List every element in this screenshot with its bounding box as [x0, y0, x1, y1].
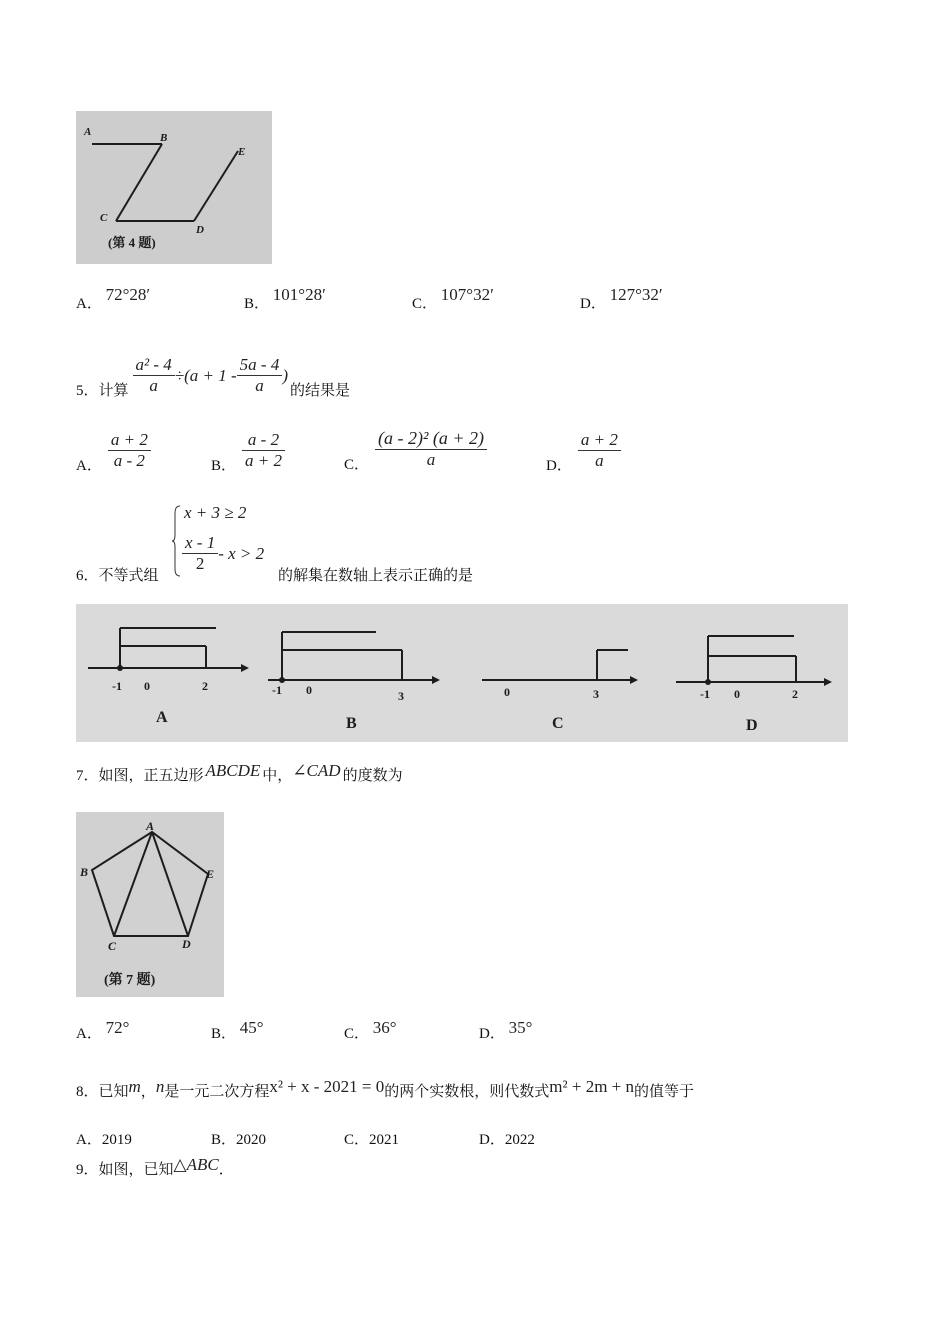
- q7-text: 中，: [262, 768, 293, 784]
- q7-option-c[interactable]: [344, 1018, 397, 1043]
- tick-label: -1: [112, 679, 122, 693]
- tick-label: 2: [792, 687, 798, 701]
- q5-stem: [76, 346, 350, 402]
- q9-triangle: △ABC: [173, 1155, 219, 1174]
- option-value: 2020: [236, 1132, 267, 1148]
- q4-figure-caption: (第 4 题): [108, 235, 156, 250]
- q7-option-d[interactable]: [479, 1018, 533, 1043]
- option-label: C．: [344, 1026, 370, 1042]
- option-fraction: [375, 428, 487, 470]
- q8-option-d[interactable]: [479, 1128, 535, 1149]
- q6-panel-c[interactable]: [482, 650, 638, 732]
- q7-figure-caption: (第 7 题): [104, 973, 156, 988]
- option-label: C．: [344, 1132, 370, 1148]
- q7-stem: [76, 761, 403, 785]
- q5-expression: [133, 355, 288, 396]
- q7-point-E: E: [206, 867, 215, 881]
- q9-text: 9．如图，已知: [76, 1162, 174, 1178]
- option-label: C．: [344, 457, 370, 473]
- fraction-denominator: a + 2: [242, 450, 285, 471]
- option-label: A．: [76, 1132, 102, 1148]
- option-value: 36°: [372, 1018, 397, 1037]
- fraction-denominator: a: [133, 375, 175, 396]
- q8-option-a[interactable]: [76, 1128, 132, 1149]
- fraction-numerator: 5a - 4: [239, 355, 280, 374]
- q7-point-D: D: [182, 937, 191, 951]
- option-label: C．: [412, 296, 438, 312]
- q7-text: 7．如图，正五边形: [76, 768, 204, 784]
- q4-option-c[interactable]: [412, 285, 494, 313]
- option-label: B．: [211, 1132, 237, 1148]
- panel-label: B: [346, 715, 357, 732]
- fraction-numerator: a - 2: [247, 430, 280, 449]
- option-label: A．: [76, 1026, 102, 1042]
- option-label: A．: [76, 458, 102, 474]
- q5-option-b[interactable]: [211, 430, 285, 475]
- panel-label: A: [156, 709, 168, 726]
- q4-figure: [76, 111, 272, 264]
- q8-stem: [76, 1077, 695, 1101]
- q8-equation: x² + x - 2021 = 0: [269, 1077, 385, 1096]
- q8-var-n: n: [155, 1077, 165, 1096]
- tick-label: 3: [398, 689, 404, 703]
- panel-label: C: [552, 715, 564, 732]
- q8-text: 是一元二次方程: [164, 1084, 270, 1100]
- option-label: B．: [244, 296, 270, 312]
- panel-label: D: [746, 717, 758, 734]
- tick-label: 0: [144, 679, 150, 693]
- fraction-denominator: a - 2: [108, 450, 151, 471]
- tick-label: -1: [700, 687, 710, 701]
- option-value: 127°32′: [609, 285, 663, 304]
- q5-fraction-1: [133, 355, 175, 396]
- q6-system: [172, 503, 282, 579]
- q4-point-D: D: [196, 224, 204, 236]
- fraction-numerator: a + 2: [110, 430, 148, 449]
- option-label: A．: [76, 296, 102, 312]
- q5-tail: 的结果是: [290, 383, 351, 399]
- q7-point-A: A: [146, 819, 155, 833]
- q6-number-line-diagram: [76, 604, 848, 742]
- tick-label: 0: [734, 687, 740, 701]
- fraction-denominator: 2: [182, 553, 218, 574]
- q6-number-lines: [76, 604, 848, 742]
- option-value: 35°: [508, 1018, 533, 1037]
- q8-text: 8．已知: [76, 1084, 129, 1100]
- q7-pentagon-diagram: [76, 812, 224, 997]
- option-value: 107°32′: [440, 285, 494, 304]
- q4-option-d[interactable]: [580, 285, 663, 313]
- q7-option-a[interactable]: [76, 1018, 130, 1043]
- q5-number: 5．计算: [76, 383, 129, 399]
- q8-text: 的值等于: [634, 1084, 695, 1100]
- q9-stem: [76, 1155, 234, 1179]
- fraction-denominator: a: [578, 450, 621, 471]
- q4-option-a[interactable]: [76, 285, 151, 313]
- q7-polygon-name: ABCDE: [205, 761, 261, 780]
- option-value: 45°: [239, 1018, 264, 1037]
- q8-text: 的两个实数根，则代数式: [384, 1084, 550, 1100]
- q6-line-1: x + 3 ≥ 2: [184, 503, 247, 522]
- tick-label: -1: [272, 683, 282, 697]
- q9-text: ．: [218, 1162, 234, 1178]
- q8-text: ，: [140, 1084, 156, 1100]
- q6-tail: 的解集在数轴上表示正确的是: [278, 568, 474, 584]
- option-value: 72°28′: [105, 285, 151, 304]
- q6-panel-a[interactable]: [88, 628, 249, 726]
- option-fraction: [108, 430, 151, 471]
- q6-panel-b[interactable]: [268, 632, 440, 732]
- q5-expression-close: ): [282, 365, 288, 385]
- brace-icon: [172, 505, 182, 577]
- fraction-numerator: a² - 4: [135, 355, 172, 374]
- option-label: B．: [211, 458, 237, 474]
- q8-expression: m² + 2m + n: [549, 1077, 634, 1096]
- q6-number: 6．不等式组: [76, 568, 159, 584]
- q6-line-2-fraction: [182, 533, 218, 574]
- q5-expression-middle: ÷(a + 1 -: [174, 365, 237, 385]
- fraction-numerator: x - 1: [185, 533, 216, 552]
- q4-point-A: A: [84, 126, 92, 138]
- q7-option-b[interactable]: [211, 1018, 264, 1043]
- fraction-numerator: a + 2: [580, 430, 618, 449]
- fraction-numerator: (a - 2)² (a + 2): [378, 428, 485, 448]
- q6-line-2: [182, 533, 264, 574]
- option-fraction: [578, 430, 621, 471]
- q5-option-d[interactable]: [546, 430, 621, 475]
- q4-point-B: B: [160, 132, 168, 144]
- q5-option-c[interactable]: [344, 428, 487, 474]
- q6-line-2-rest: - x > 2: [218, 543, 265, 563]
- tick-label: 0: [306, 683, 312, 697]
- option-label: D．: [479, 1132, 505, 1148]
- tick-label: 2: [202, 679, 208, 693]
- q7-figure: [76, 812, 224, 997]
- q4-point-E: E: [238, 146, 246, 158]
- tick-label: 0: [504, 685, 510, 699]
- option-label: B．: [211, 1026, 237, 1042]
- q8-var-m: m: [128, 1077, 141, 1096]
- option-value: 72°: [105, 1018, 130, 1037]
- q4-point-C: C: [100, 212, 108, 224]
- option-value: 101°28′: [272, 285, 326, 304]
- q7-text: 的度数为: [342, 768, 403, 784]
- option-value: 2021: [369, 1132, 400, 1148]
- q7-point-C: C: [108, 939, 117, 953]
- option-label: D．: [580, 296, 606, 312]
- q8-option-b[interactable]: [211, 1128, 266, 1149]
- option-value: 2019: [101, 1132, 132, 1148]
- option-fraction: [242, 430, 285, 471]
- q5-option-a[interactable]: [76, 430, 151, 475]
- q6-panel-d[interactable]: [676, 636, 832, 734]
- option-label: D．: [479, 1026, 505, 1042]
- q4-option-b[interactable]: [244, 285, 326, 313]
- q7-point-B: B: [80, 865, 89, 879]
- q7-angle: ∠CAD: [292, 761, 341, 780]
- option-label: D．: [546, 458, 572, 474]
- fraction-denominator: a: [375, 449, 487, 470]
- tick-label: 3: [593, 687, 599, 701]
- q8-option-c[interactable]: [344, 1128, 399, 1149]
- q5-fraction-2: [237, 355, 283, 396]
- q4-diagram: [76, 111, 272, 264]
- fraction-denominator: a: [237, 375, 283, 396]
- option-value: 2022: [504, 1132, 535, 1148]
